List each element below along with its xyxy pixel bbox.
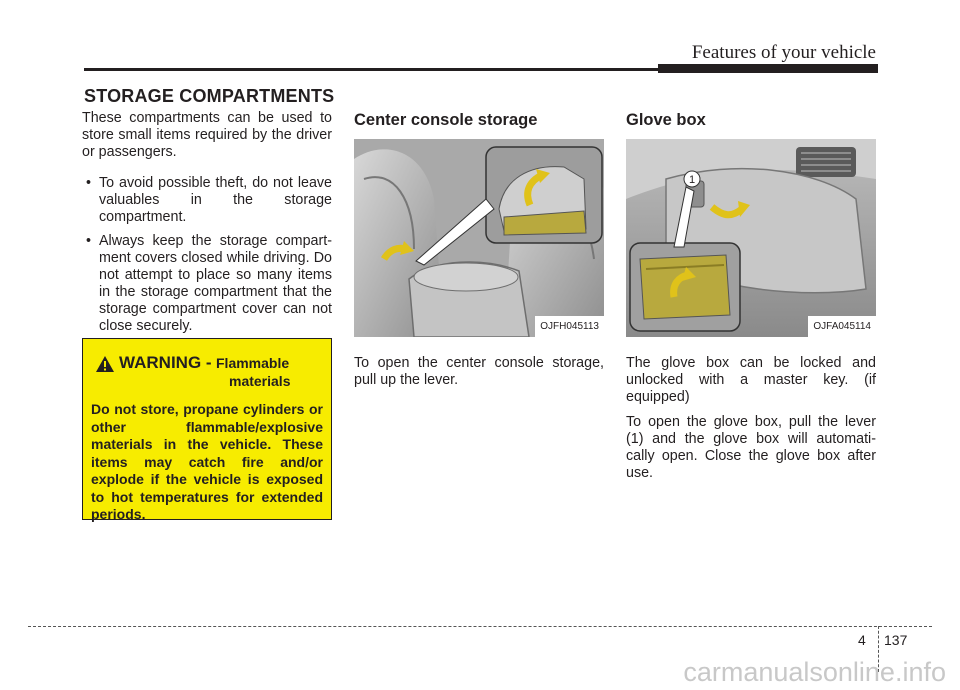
glove-box-text-1: The glove box can be locked and unlocked with a master key. (if equipped) bbox=[626, 355, 876, 405]
warning-triangle-icon bbox=[95, 355, 115, 373]
center-console-title: Center console storage bbox=[354, 111, 538, 129]
intro-paragraph: These compartments can be used to store small items required by the driver or passengers. bbox=[82, 110, 332, 160]
center-console-figure bbox=[354, 139, 604, 337]
column-center-console bbox=[354, 110, 604, 397]
watermark: carmanualsonline.info bbox=[683, 657, 946, 687]
warning-subtitle-continued: materials bbox=[229, 373, 291, 389]
chapter-number: 4 bbox=[858, 632, 866, 648]
footer-rule bbox=[28, 626, 932, 627]
page-number: 137 bbox=[884, 632, 908, 648]
glove-box-callout-number: 1 bbox=[688, 174, 696, 186]
column-glove-box bbox=[626, 110, 876, 490]
warning-box bbox=[82, 338, 332, 520]
bullet-item: • To avoid possible theft, do not leave valuables in the storage compartment. bbox=[82, 175, 332, 226]
glove-box-title: Glove box bbox=[626, 111, 706, 129]
running-header: Features of your vehicle bbox=[691, 42, 876, 63]
figure-code: OJFH045113 bbox=[535, 316, 604, 337]
center-console-text: To open the center console storage, pull up the lever. bbox=[354, 355, 604, 388]
warning-header bbox=[91, 353, 323, 389]
warning-body: Do not store, propane cylinders or other flammable/explosive materials in the vehicle. These items may catch fire and/or explode if the vehicle is exposed to hot temperatures for extended periods. bbox=[91, 401, 323, 522]
warning-label: WARNING - bbox=[119, 353, 212, 372]
glove-box-figure bbox=[626, 139, 876, 337]
header-tab bbox=[658, 64, 878, 73]
column-intro bbox=[82, 110, 332, 342]
warning-subtitle: Flammable bbox=[216, 355, 290, 371]
intro-bullet-list bbox=[82, 175, 332, 335]
center-console-illustration bbox=[354, 139, 604, 337]
glove-box-text-2: To open the glove box, pull the lever (1) and the glove box will automati- cally open. Close the glove box after use. bbox=[626, 414, 876, 481]
bullet-item: • Always keep the storage compart- ment covers closed while driving. Do not attempt to place so many items in the storage compartment that the storage compartment cover can not close securely. bbox=[82, 233, 332, 335]
section-title: STORAGE COMPARTMENTS bbox=[84, 86, 335, 106]
figure-code: OJFA045114 bbox=[808, 316, 876, 337]
glove-box-illustration bbox=[626, 139, 876, 337]
